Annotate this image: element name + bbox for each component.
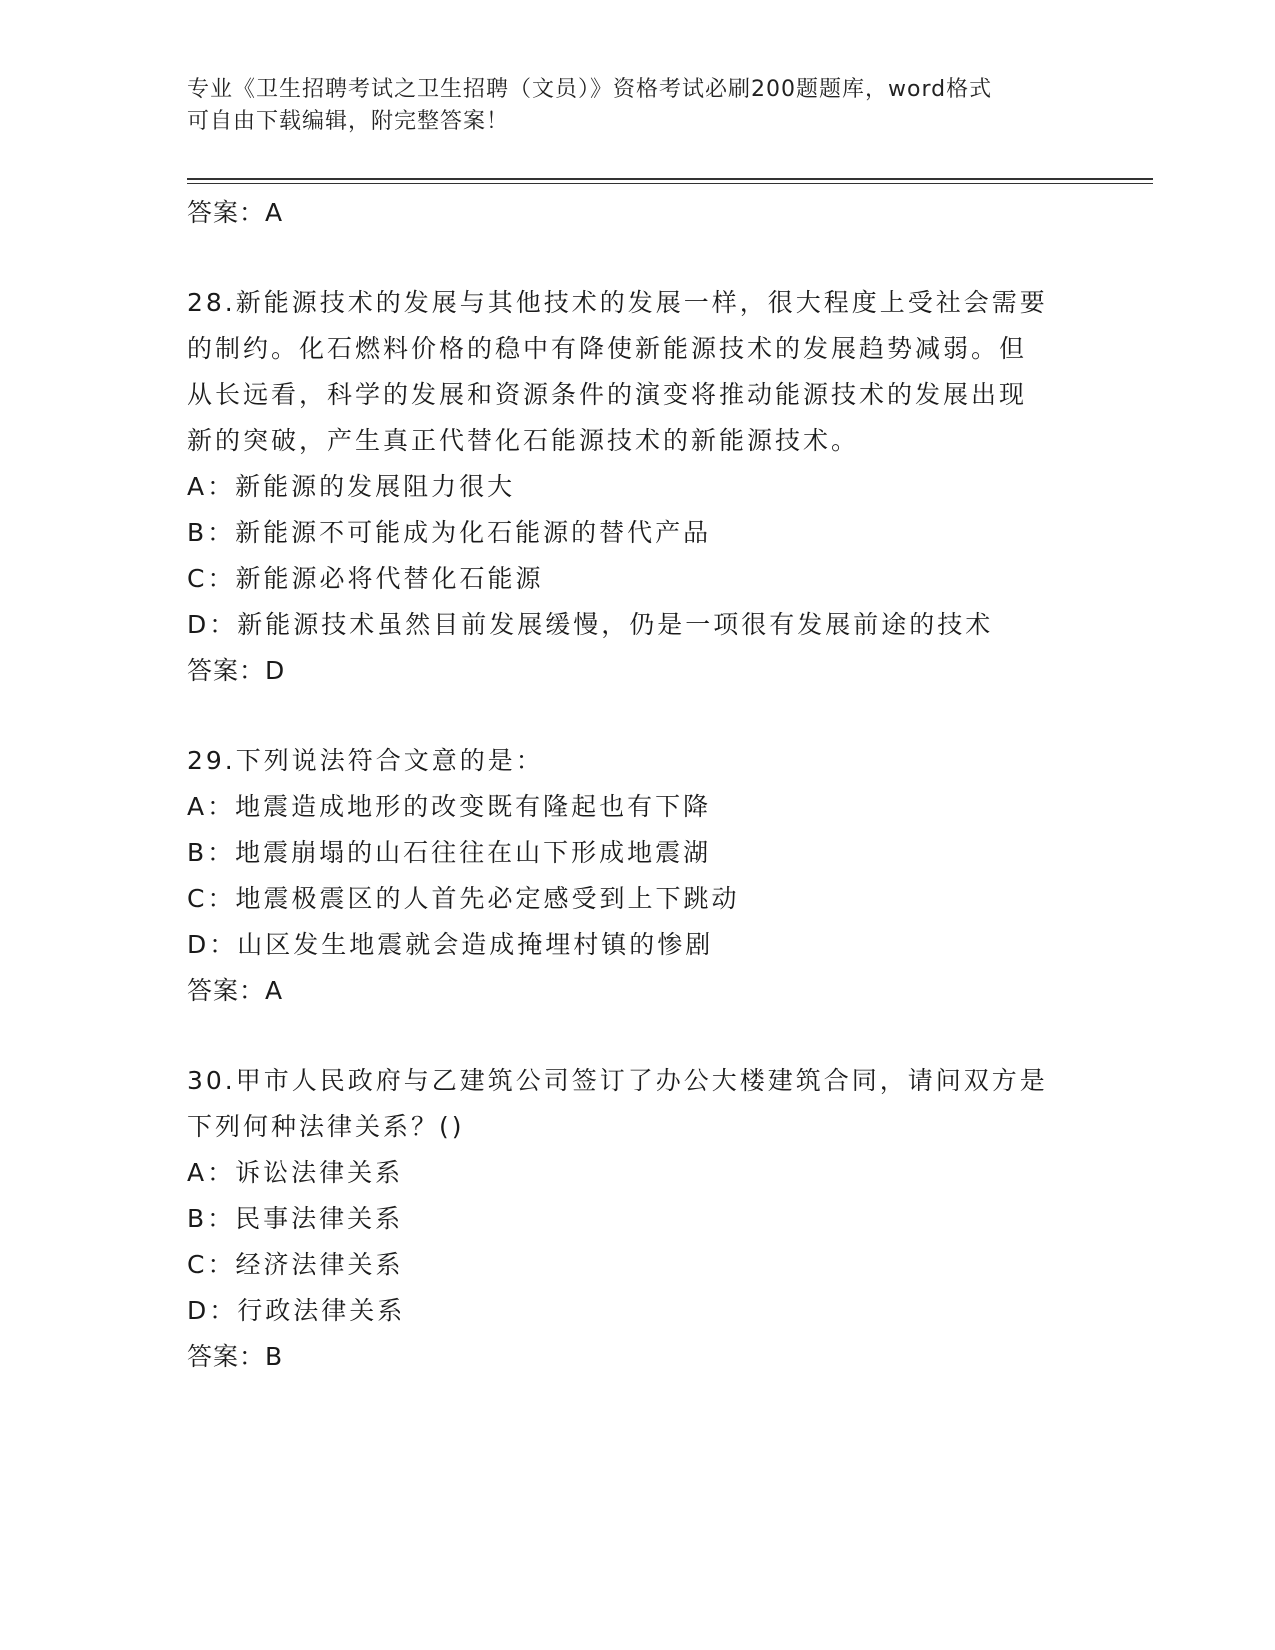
option-c: C：经济法律关系 (187, 1250, 404, 1279)
spacer (187, 235, 1087, 280)
question-block-28 (187, 280, 1087, 693)
spacer (187, 1013, 1087, 1058)
option-a: A：新能源的发展阻力很大 (187, 472, 516, 501)
option-c: C：地震极震区的人首先必定感受到上下跳动 (187, 884, 740, 913)
question-text: 从长远看，科学的发展和资源条件的演变将推动能源技术的发展出现 (187, 380, 1028, 409)
question-text: 的制约。化石燃料价格的稳中有降使新能源技术的发展趋势减弱。但 (187, 334, 1028, 363)
option-d: D：行政法律关系 (187, 1296, 406, 1325)
question-block-29 (187, 738, 1087, 1013)
question-text: 新的突破，产生真正代替化石能源技术的新能源技术。 (187, 426, 860, 455)
header-line-2: 可自由下载编辑，附完整答案！ (187, 109, 510, 134)
option-a: A：诉讼法律关系 (187, 1158, 404, 1187)
option-c: C：新能源必将代替化石能源 (187, 564, 544, 593)
question-text: 下列何种法律关系？() (187, 1112, 465, 1141)
answer-line: 答案：A (187, 976, 284, 1005)
question-text: 29.下列说法符合文意的是： (187, 746, 544, 775)
question-block-30 (187, 1058, 1087, 1379)
document-body (187, 190, 1087, 1379)
option-b: B：地震崩塌的山石往往在山下形成地震湖 (187, 838, 712, 867)
option-b: B：新能源不可能成为化石能源的替代产品 (187, 518, 712, 547)
answer-line: 答案：D (187, 656, 286, 685)
page-header (187, 74, 1067, 138)
option-b: B：民事法律关系 (187, 1204, 404, 1233)
header-line-1: 专业《卫生招聘考试之卫生招聘（文员）》资格考试必刷200题题库，word格式 (187, 77, 993, 102)
option-d: D：新能源技术虽然目前发展缓慢，仍是一项很有发展前途的技术 (187, 610, 994, 639)
option-d: D：山区发生地震就会造成掩埋村镇的惨剧 (187, 930, 714, 959)
question-text: 30.甲市人民政府与乙建筑公司签订了办公大楼建筑合同，请问双方是 (187, 1066, 1048, 1095)
answer-line: 答案：B (187, 1342, 284, 1371)
header-divider-thick (187, 178, 1153, 180)
option-a: A：地震造成地形的改变既有隆起也有下降 (187, 792, 712, 821)
question-text: 28.新能源技术的发展与其他技术的发展一样，很大程度上受社会需要 (187, 288, 1048, 317)
spacer (187, 693, 1087, 738)
previous-answer: 答案：A (187, 198, 284, 227)
header-divider-thin (187, 183, 1153, 184)
